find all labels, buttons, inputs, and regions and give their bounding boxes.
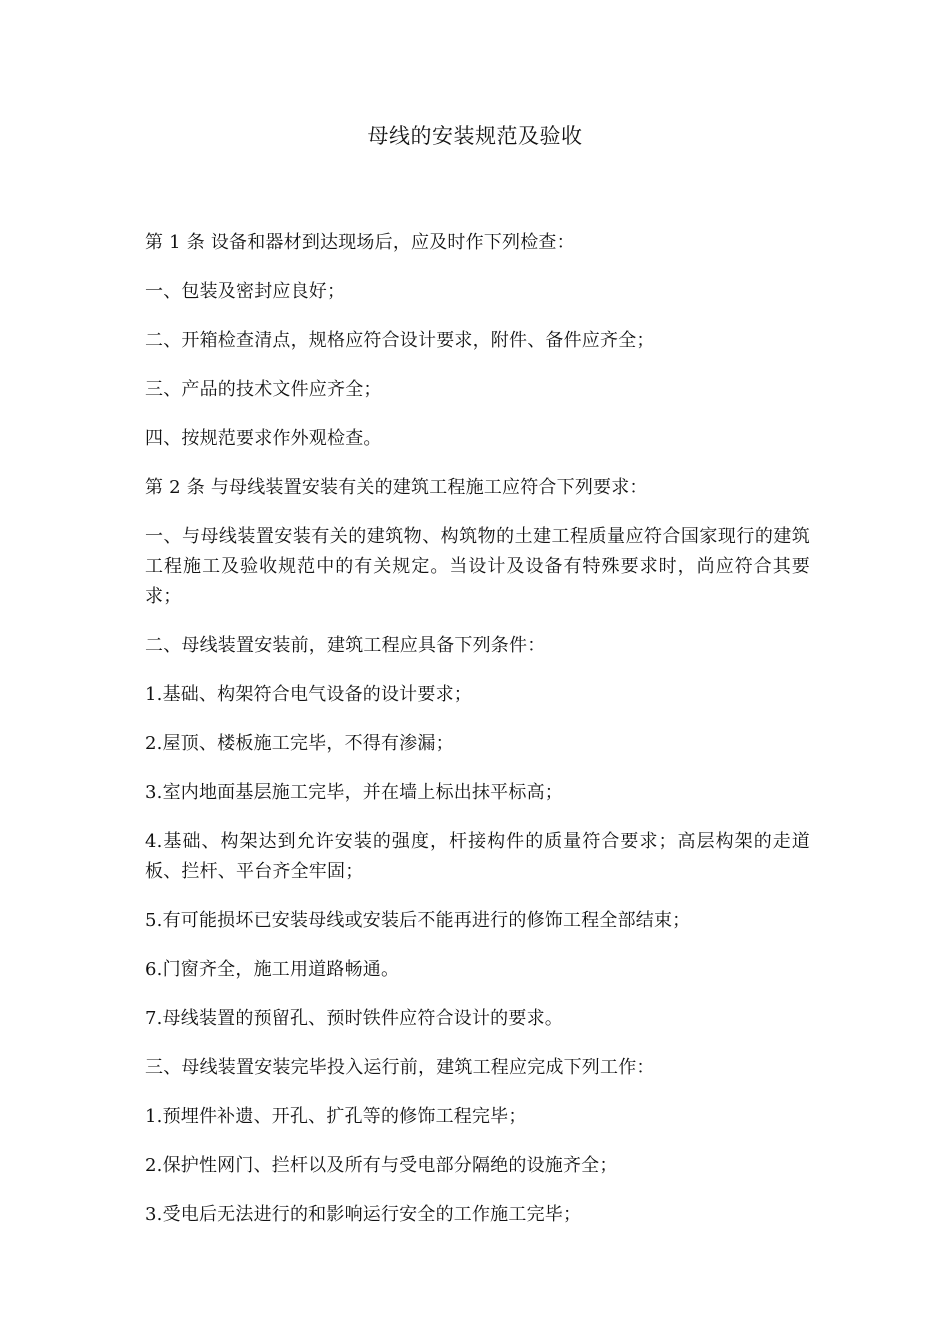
- paragraph: 第 2 条 与母线装置安装有关的建筑工程施工应符合下列要求：: [145, 477, 648, 498]
- paragraph: 一、包装及密封应良好；: [145, 281, 346, 302]
- document-title: 母线的安装规范及验收: [367, 124, 583, 148]
- paragraph: 7.母线装置的预留孔、预时铁件应符合设计的要求。: [145, 1008, 563, 1029]
- paragraph: 4.基础、构架达到允许安装的强度，杆接构件的质量符合要求；高层构架的走道板、拦杆、平台齐全牢固；: [145, 831, 810, 882]
- paragraph: 第 1 条 设备和器材到达现场后，应及时作下列检查：: [145, 232, 575, 253]
- paragraph: 二、开箱检查清点，规格应符合设计要求，附件、备件应齐全；: [145, 330, 655, 351]
- paragraph: 1.基础、构架符合电气设备的设计要求；: [145, 684, 472, 705]
- paragraph: 一、与母线装置安装有关的建筑物、构筑物的土建工程质量应符合国家现行的建筑工程施工及验收规范中的有关规定。当设计及设备有特殊要求时，尚应符合其要求；: [145, 526, 810, 607]
- paragraph: 三、母线装置安装完毕投入运行前，建筑工程应完成下列工作：: [145, 1057, 655, 1078]
- paragraph: 6.门窗齐全，施工用道路畅通。: [145, 959, 400, 980]
- document-body: [145, 228, 810, 1249]
- paragraph: 3.室内地面基层施工完毕，并在墙上标出抹平标高；: [145, 782, 563, 803]
- paragraph: 四、按规范要求作外观检查。: [145, 428, 382, 449]
- paragraph: 5.有可能损坏已安装母线或安装后不能再进行的修饰工程全部结束；: [145, 910, 691, 931]
- paragraph: 1.预埋件补遗、开孔、扩孔等的修饰工程完毕；: [145, 1106, 527, 1127]
- paragraph: 3.受电后无法进行的和影响运行安全的工作施工完毕；: [145, 1204, 582, 1225]
- paragraph: 2.屋顶、楼板施工完毕，不得有渗漏；: [145, 733, 454, 754]
- paragraph: 三、产品的技术文件应齐全；: [145, 379, 382, 400]
- paragraph: 二、母线装置安装前，建筑工程应具备下列条件：: [145, 635, 546, 656]
- paragraph: 2.保护性网门、拦杆以及所有与受电部分隔绝的设施齐全；: [145, 1155, 618, 1176]
